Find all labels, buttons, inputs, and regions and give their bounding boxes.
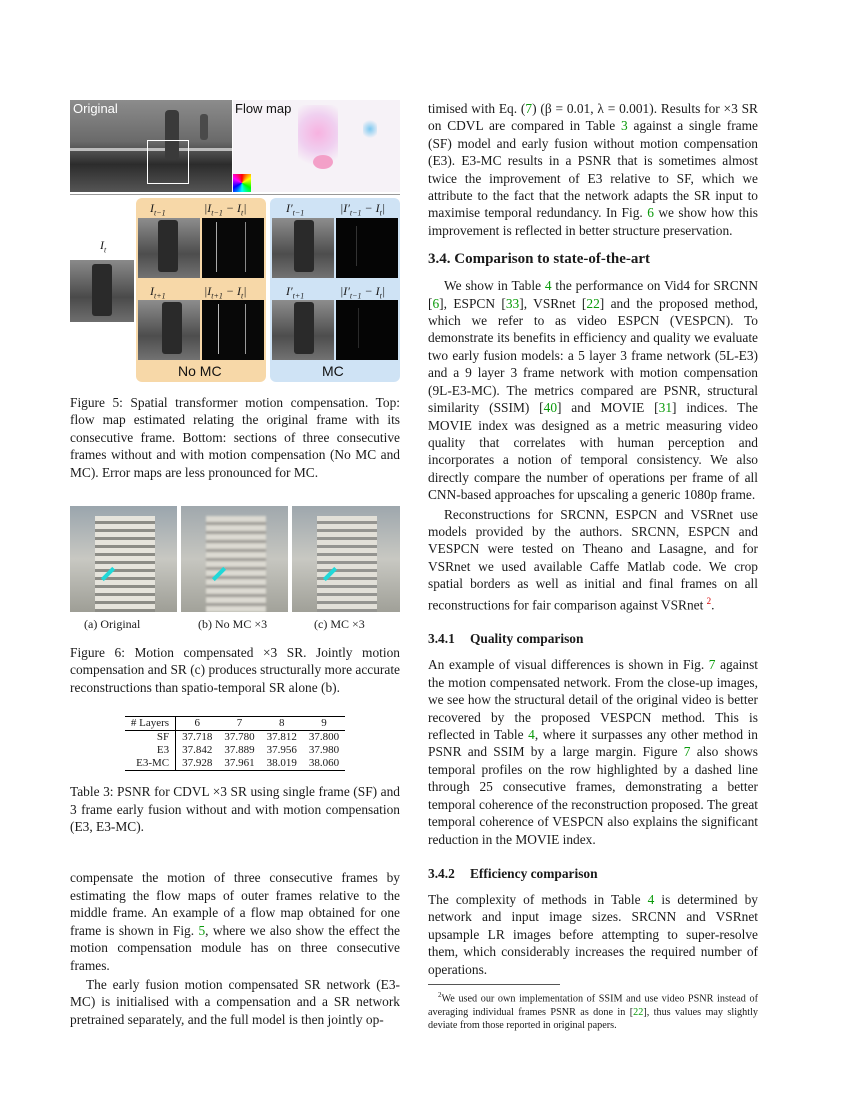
left-para-1: compensate the motion of three consecutive frames by estimating the flow maps of outer frames relative to the middle frame. An example of a flow map obtained for one frame is shown in Fig. 5, where we also show the effect the motion compensation module has on three consecutive frames. [70,870,400,973]
ref-fig-7a[interactable]: 7 [708,657,716,673]
it-crop-image [70,260,134,322]
fig6-sub-a: (a) Original [84,617,141,632]
ref-table-4c[interactable]: 4 [647,891,655,907]
ref-fig-7b[interactable]: 7 [683,744,691,760]
ref-fig-6[interactable]: 6 [647,205,654,221]
table-3-row [125,731,345,745]
fig6-sub-b: (b) No MC ×3 [198,617,268,632]
table-3-cell: 37.928 [176,757,219,771]
table-3-row [125,757,345,771]
ref-eq-7[interactable]: 7 [525,101,533,116]
table-3-cell: 37.800 [308,731,340,744]
nomc-head-2: $|I_{t-1} - I_t|$ [204,201,247,218]
nomc-head-4: $|I_{t+1} - I_t|$ [204,284,247,301]
table-3-header-col: 7 [218,717,260,731]
figure-6-subcaptions [70,617,400,633]
section-3-4-1-heading: 3.4.1 Quality comparison [428,631,584,647]
table-3-cell: 37.980 [308,744,340,757]
flow-map-image [233,100,400,192]
footnote-2: $^2$We used our own implementation of SSIM and use video PSNR instead of averaging individual frames PSNR as done in [22], thus values may slightly deviate from those reported in original papers. [428,990,758,1032]
table-3-header-col: 6 [176,717,219,731]
table-3-row [125,744,345,757]
nomc-frame-prev [138,218,200,278]
mc-head-2: $|I'_{t-1} - I_t|$ [340,201,386,218]
no-mc-label: No MC [178,363,222,379]
ref-fig-5[interactable]: 5 [198,922,206,938]
mc-frame-prev [272,218,334,278]
fig6-mc-image [292,506,400,612]
nomc-frame-next [138,300,200,360]
section-3-4-2-heading: 3.4.2 Efficiency comparison [428,865,598,881]
figure-6-caption: Figure 6: Motion compensated ×3 SR. Jointly motion compensation and SR (c) produces structurally more accurate reconstructions than spatio-temporal SR alone (b). [70,645,400,695]
section-3-4-heading: 3.4. Comparison to state-of-the-art [428,251,651,268]
table-3-header-col: 9 [303,717,345,731]
table-3-cell: 37.780 [224,731,255,744]
mc-panel [270,198,400,382]
mc-head-4: $|I'_{t-1} - I_t|$ [340,284,386,301]
right-para-3: Reconstructions for SRCNN, ESPCN and VSRnet use models provided by the authors. SRCNN, ESPCN and VESPCN were tested on Theano and Lasagne, and for VSRnet we used available Caffe Matlab code. We crop spatial borders as well as initial and final frames on all reconstructions for fair comparison against VSRnet $^2$. [428,506,758,613]
nomc-error-next [202,300,264,360]
table-3-cell: 37.812 [266,731,297,744]
figure-6 [70,506,400,612]
right-para-5: The complexity of methods in Table 4 is determined by network and input image sizes. SRCNN and VSRnet upsample LR images before attempting to super-resolve them, which considerably increases the required number of operations. [428,891,758,977]
original-label: Original [73,101,118,116]
table-3-cell: 38.060 [303,757,345,771]
table-3 [70,716,400,771]
mc-head-1: $I'_{t-1}$ [286,201,305,218]
ref-cite-22[interactable]: 22 [586,295,600,311]
table-3-cell: 37.718 [182,731,213,744]
table-3-cell: 37.889 [224,744,255,757]
footnote-mark-2[interactable]: 2 [706,595,712,606]
right-para-4: An example of visual differences is shown in Fig. 7 against the motion compensated network. From the close-up images, we see how the structural detail of the original video is better recovered by the proposed VESPCN method. This is reflected in Table 4, where it surpasses any other method in PSNR and SSIM by a large margin. Figure 7 also shows temporal profiles on the row highlighted by a dashed line through 25 consecutive frames, demonstrating a better temporal coherence of the reconstruction proposed. The great temporal coherence of VESPCN also explains the significant reduction in the MOVIE index. [428,657,759,847]
fig6-sub-c: (c) MC ×3 [314,617,365,632]
ref-cite-6[interactable]: 6 [432,295,440,311]
mc-label: MC [322,363,344,379]
right-para-2: We show in Table 4 the performance on Vid4 for SRCNN [6], ESPCN [33], VSRnet [22] and the proposed method, which we refer to as video ESPCN (VESPCN). To demonstrate its benefits in efficiency and quality we evaluate two early fusion models: a 5 layer 3 frame network (5L-E3) and a 9 layer 3 frame network with motion compensation (9L-E3-MC). The metrics compared are PSNR, structural similarity (SSIM) [40] and MOVIE [31] indices. The MOVIE index was designed as a metric measuring video quality that correlates with human perception and incorporates a notion of temporal consistency. We also directly compare the number of operations per frame of all CNN-based approaches for upscaling a generic 1080p frame. [428,278,758,503]
mc-frame-next [272,300,334,360]
mc-error-prev [336,218,398,278]
table-3-row-label: E3 [125,744,176,757]
table-3-header-col: 8 [261,717,303,731]
table-3-caption: Table 3: PSNR for CDVL ×3 SR using single frame (SF) and 3 frame early fusion without and with motion compensation (E3, E3-MC). [70,784,400,835]
ref-table-4[interactable]: 4 [544,278,552,294]
ref-cite-31[interactable]: 31 [658,400,673,416]
figure-5-caption: Figure 5: Spatial transformer motion compensation. Top: flow map estimated relating the original frame with its consecutive frame. Bottom: sections of three consecutive frames without and with motion compensation (No MC and MC). Error maps are less pronounced for MC. [70,395,400,480]
table-3-row-label: SF [125,731,176,745]
fig6-original-image [70,506,177,612]
table-3-cell: 37.961 [218,757,260,771]
table-3-cell: 38.019 [261,757,303,771]
mc-error-next [336,300,398,360]
fig6-nomc-image [181,506,288,612]
nomc-head-3: $I_{t+1}$ [150,284,166,301]
original-frame-image [70,100,232,192]
ref-table-3[interactable]: 3 [621,118,628,134]
table-3-cell: 37.956 [266,744,297,757]
ref-cite-22-fn[interactable]: 22 [633,1006,644,1018]
no-mc-panel [136,198,266,382]
table-3-row-label: E3-MC [125,757,176,771]
footnote-rule [428,984,560,985]
ref-table-4b[interactable]: 4 [528,727,535,743]
nomc-head-1: $I_{t-1}$ [150,201,166,218]
nomc-error-prev [202,218,264,278]
ref-cite-40[interactable]: 40 [543,400,558,416]
left-para-2: The early fusion motion compensated SR network (E3-MC) is initialised with a compensation and a SR network pretrained separately, and the full model is then jointly op- [70,976,400,1027]
ref-cite-33[interactable]: 33 [505,295,520,311]
table-3-cell: 37.842 [182,744,213,757]
flow-map-label: Flow map [235,101,292,116]
mc-head-3: $I'_{t+1}$ [286,284,305,301]
figure-5 [70,100,400,382]
table-3-header-layers: # Layers [125,717,176,731]
right-para-1: timised with Eq. (7) (β = 0.01, λ = 0.001). Results for ×3 SR on CDVL are compared in Table 3 against a single frame (SF) model and early fusion without motion compensation (E3). E3-MC results in a PSNR that is sometimes almost twice the improvement of E3 relative to SF, which we attribute to the fact that the network adapts the SR input to maximise temporal redundancy. In Fig. 6 we show how this improvement is reflected in better structure preservation. [428,101,759,238]
right-column [428,100,758,1033]
left-column [70,100,400,1028]
it-label: $I_t$ [100,238,107,255]
